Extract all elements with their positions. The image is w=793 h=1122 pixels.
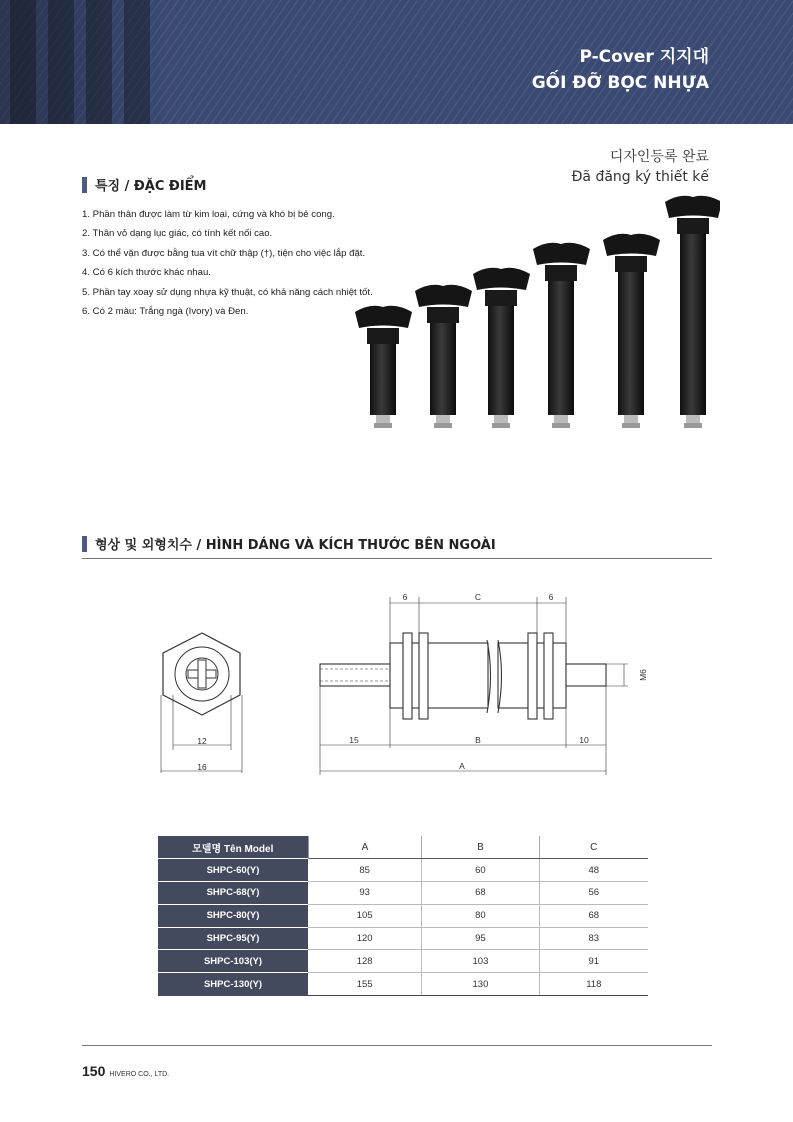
header-product-photo <box>0 0 170 124</box>
value-c: 56 <box>539 882 648 905</box>
table-row <box>158 927 648 950</box>
value-a: 85 <box>308 859 422 882</box>
dim-thread: M6 <box>638 669 648 681</box>
model-cell: SHPC-95(Y) <box>158 927 308 950</box>
section-divider <box>82 558 712 559</box>
header-col-a: A <box>308 836 422 859</box>
product-photo <box>350 195 720 455</box>
support-1 <box>355 306 412 428</box>
dim-bottom-mid: B <box>475 735 481 745</box>
page-number: 150 <box>82 1063 106 1079</box>
table-header-row <box>158 836 648 859</box>
value-c: 68 <box>539 904 648 927</box>
model-cell: SHPC-80(Y) <box>158 904 308 927</box>
design-registration-korean: 디자인등록 완료 <box>609 149 709 165</box>
table-row <box>158 882 648 905</box>
spec-table <box>158 836 648 996</box>
feature-item: 2. Thân vỏ dạng lục giác, có tính kết nối cao. <box>82 228 273 240</box>
value-c: 48 <box>539 859 648 882</box>
model-cell: SHPC-130(Y) <box>158 973 308 996</box>
value-b: 80 <box>422 904 539 927</box>
support-6 <box>665 196 720 428</box>
technical-drawing <box>82 585 712 780</box>
dim-top-mid: C <box>474 592 482 602</box>
footer <box>82 1063 169 1079</box>
footer-divider <box>82 1045 712 1046</box>
header-col-b: B <box>422 836 539 859</box>
design-registration-vietnamese: Đã đăng ký thiết kế <box>571 169 709 185</box>
features-heading <box>82 175 206 194</box>
page-title <box>532 44 709 96</box>
table-row <box>158 859 648 882</box>
features-list <box>82 205 373 321</box>
title-line-2: GỐI ĐỠ BỌC NHỰA <box>531 73 709 93</box>
value-a: 105 <box>308 904 422 927</box>
title-line-1: P-Cover 지지대 <box>579 47 709 67</box>
value-a: 155 <box>308 973 422 996</box>
header-model: 모델명 Tên Model <box>158 836 308 859</box>
support-2 <box>415 285 472 428</box>
shape-heading <box>82 534 496 553</box>
support-3 <box>473 268 530 428</box>
value-a: 128 <box>308 950 422 973</box>
dim-bottom-left: 15 <box>349 735 359 745</box>
side-view <box>320 633 606 719</box>
table-row <box>158 973 648 996</box>
company-name: HIVERO CO., LTD. <box>109 1071 170 1078</box>
dim-bottom-right: 10 <box>579 735 589 745</box>
value-b: 103 <box>422 950 539 973</box>
hex-end-view <box>161 633 242 773</box>
dim-overall: A <box>459 761 465 771</box>
header-col-c: C <box>539 836 648 859</box>
value-a: 93 <box>308 882 422 905</box>
shape-heading-text: 형상 및 외형치수 / HÌNH DÁNG VÀ KÍCH THƯỚC BÊN NGOÀI <box>95 538 496 553</box>
dim-top-right: 6 <box>548 592 554 602</box>
value-b: 95 <box>422 927 539 950</box>
value-c: 83 <box>539 927 648 950</box>
dim-hex-outer: 16 <box>197 762 207 772</box>
support-4 <box>533 243 590 428</box>
feature-item: 3. Có thể vặn được bằng tua vít chữ thập (†), tiện cho việc lắp đặt. <box>82 247 366 259</box>
feature-item: 1. Phần thân được làm từ kim loại, cứng và khó bị bẻ cong. <box>82 209 335 220</box>
value-b: 60 <box>422 859 539 882</box>
value-a: 120 <box>308 927 422 950</box>
value-c: 118 <box>539 973 648 996</box>
table-row <box>158 904 648 927</box>
feature-item: 6. Có 2 màu: Trắng ngà (Ivory) và Đen. <box>82 306 249 318</box>
value-b: 130 <box>422 973 539 996</box>
model-cell: SHPC-103(Y) <box>158 950 308 973</box>
feature-item: 4. Có 6 kích thước khác nhau. <box>82 267 211 279</box>
dim-hex-inner: 12 <box>197 736 207 746</box>
value-b: 68 <box>422 882 539 905</box>
features-heading-text: 특징 / ĐẶC ĐIỂM <box>95 179 207 194</box>
heading-marker <box>82 177 87 193</box>
dim-top-left: 6 <box>402 592 408 602</box>
value-c: 91 <box>539 950 648 973</box>
header-banner <box>0 0 793 124</box>
feature-item: 5. Phần tay xoay sử dụng nhựa kỹ thuật, có khả năng cách nhiệt tốt. <box>82 286 373 298</box>
support-5 <box>603 234 660 428</box>
table-row <box>158 950 648 973</box>
design-registration <box>572 147 709 187</box>
model-cell: SHPC-68(Y) <box>158 882 308 905</box>
model-cell: SHPC-60(Y) <box>158 859 308 882</box>
heading-marker <box>82 536 87 552</box>
